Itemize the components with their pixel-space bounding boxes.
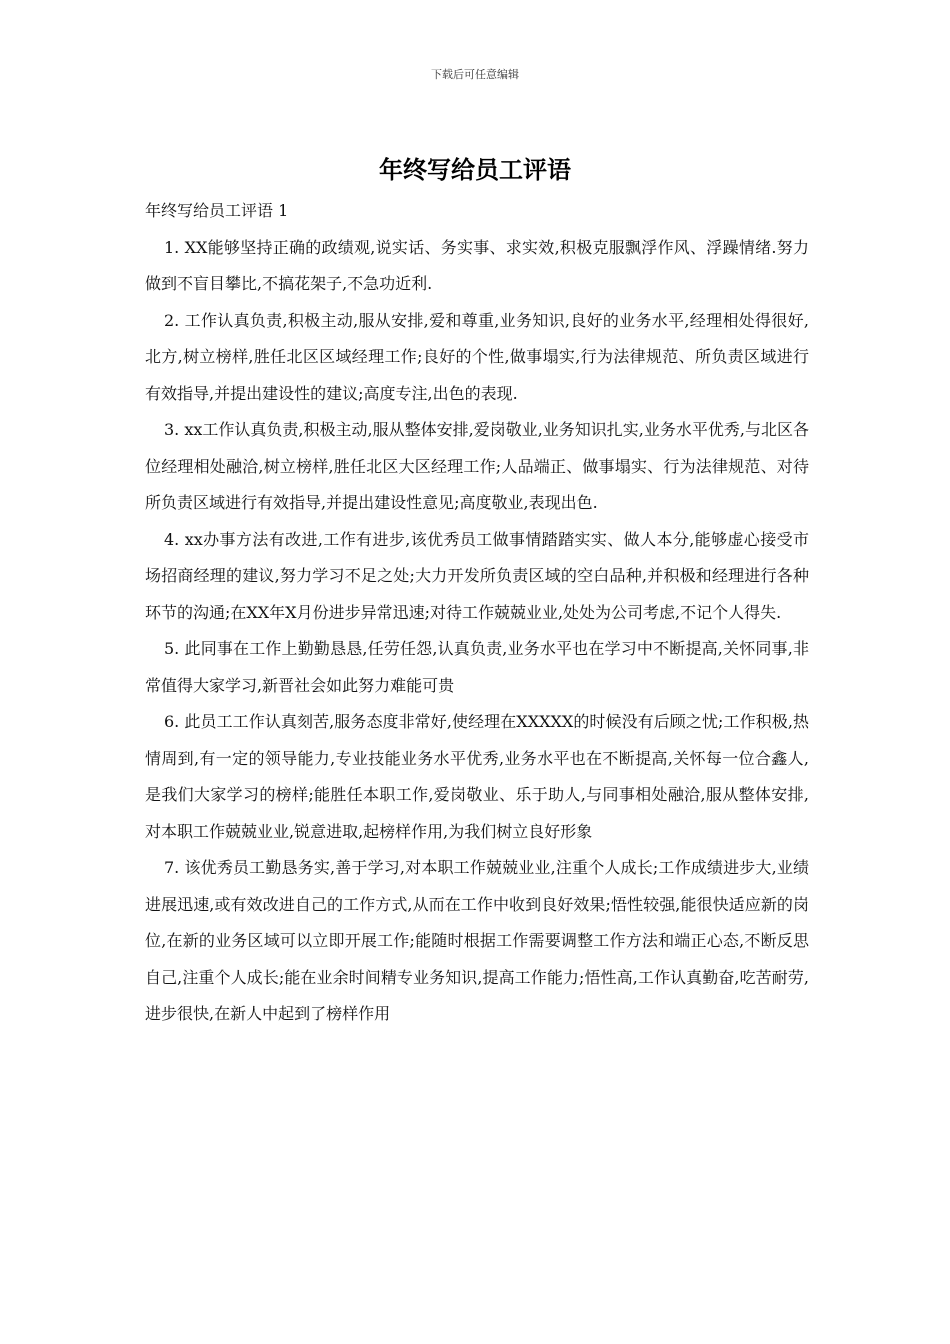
paragraph-7: 7. 该优秀员工勤恳务实,善于学习,对本职工作兢兢业业,注重个人成长;工作成绩进步大,业绩进展迅速,或有效改进自己的工作方式,从而在工作中收到良好效果;悟性较强,能很快适应新的岗位,在新的业务区域可以立即开展工作;能随时根据工作需要调整工作方法和端正心态,不断反思自己,注重个人成长;能在业余时间精专业务知识,提高工作能力;悟性高,工作认真勤奋,吃苦耐劳,进步很快,在新人中起到了榜样作用 (145, 858, 809, 1023)
paragraph-5: 5. 此同事在工作上勤勤恳恳,任劳任怨,认真负责,业务水平也在学习中不断提高,关怀同事,非常值得大家学习,新晋社会如此努力难能可贵 (145, 639, 809, 695)
paragraph-6: 6. 此员工工作认真刻苦,服务态度非常好,使经理在XXXXX的时候没有后顾之忧;工作积极,热情周到,有一定的领导能力,专业技能业务水平优秀,业务水平也在不断提高,关怀每一位合鑫人,是我们大家学习的榜样;能胜任本职工作,爱岗敬业、乐于助人,与同事相处融洽,服从整体安排,对本职工作兢兢业业,锐意进取,起榜样作用,为我们树立良好形象 (145, 712, 809, 841)
document-title: 年终写给员工评语 (379, 155, 571, 184)
paragraph-2: 2. 工作认真负责,积极主动,服从安排,爱和尊重,业务知识,良好的业务水平,经理相处得很好,北方,树立榜样,胜任北区区域经理工作;良好的个性,做事塌实,行为法律规范、所负责区域进行有效指导,并提出建设性的建议;高度专注,出色的表现. (145, 310, 809, 403)
header-note: 下载后可任意编辑 (431, 68, 519, 81)
paragraph-4: 4. xx办事方法有改进,工作有进步,该优秀员工做事情踏踏实实、做人本分,能够虚心接受市场招商经理的建议,努力学习不足之处;大力开发所负责区域的空白品种,并积极和经理进行各种环节的沟通;在XX年X月份进步异常迅速;对待工作兢兢业业,处处为公司考虑,不记个人得失. (145, 529, 809, 622)
paragraph-3: 3. xx工作认真负责,积极主动,服从整体安排,爱岗敬业,业务知识扎实,业务水平优秀,与北区各位经理相处融洽,树立榜样,胜任北区大区经理工作;人品端正、做事塌实、行为法律规范、对待所负责区域进行有效指导,并提出建设性意见;高度敬业,表现出色. (145, 420, 809, 512)
paragraph-1: 1. XX能够坚持正确的政绩观,说实话、务实事、求实效,积极克服飘浮作风、浮躁情绪.努力做到不盲目攀比,不搞花架子,不急功近利. (145, 237, 809, 293)
document-body (145, 193, 809, 1033)
section-subtitle: 年终写给员工评语 1 (145, 201, 289, 220)
